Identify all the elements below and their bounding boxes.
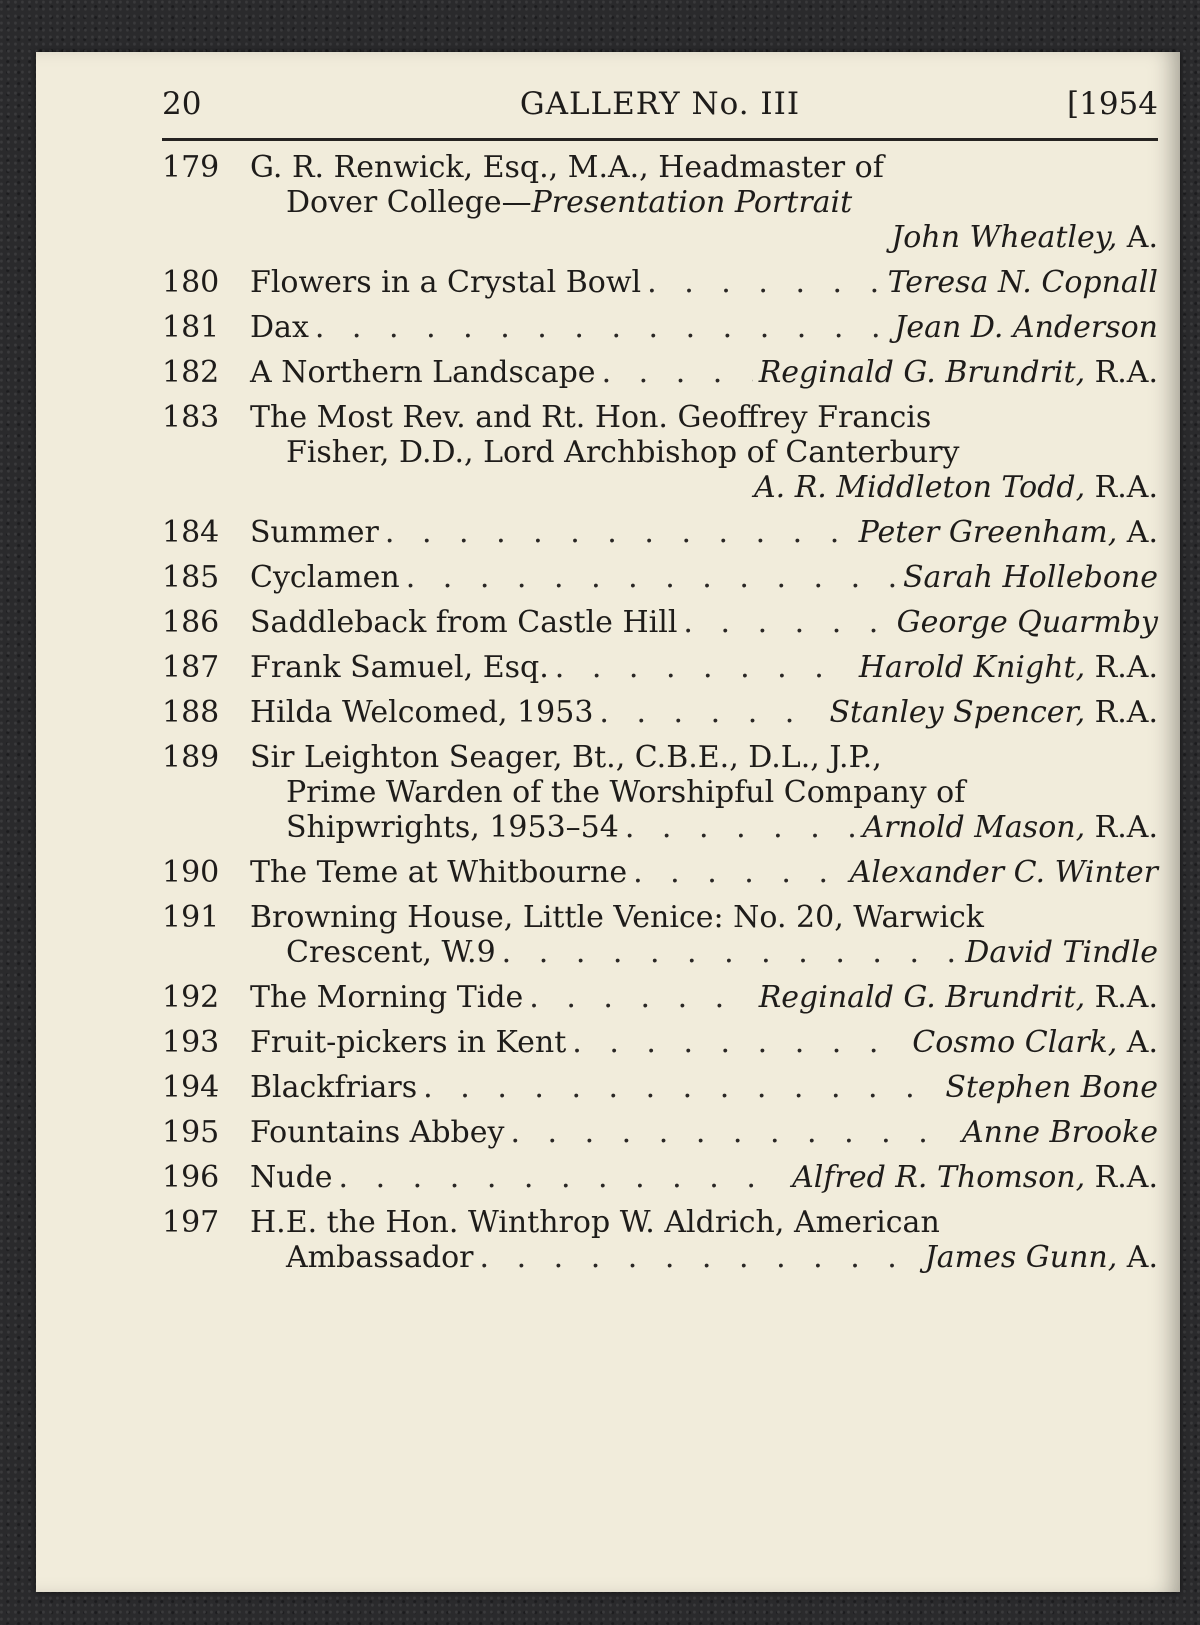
entry-number: 187 <box>162 650 220 685</box>
entry-title: The Most Rev. and Rt. Hon. Geoffrey Francis <box>250 400 932 435</box>
leader-dots <box>423 1070 939 1105</box>
leader-dots <box>339 1160 787 1195</box>
page-number: 20 <box>162 86 202 122</box>
entry-artist-honour: R.A. <box>1085 980 1158 1015</box>
entry-artist: A. R. Middleton Todd, <box>753 470 1086 505</box>
entry-title: Fisher, D.D., Lord Archbishop of Canterbury <box>286 435 960 470</box>
entry-number: 195 <box>162 1115 220 1150</box>
entry-title-line <box>250 185 1158 220</box>
page-title: GALLERY No. III <box>519 86 801 122</box>
entry-number: 182 <box>162 355 220 390</box>
catalogue-entry <box>162 515 1158 550</box>
catalogue-entry <box>162 1070 1158 1105</box>
catalogue-entry <box>162 695 1158 730</box>
catalogue-entries <box>162 150 1158 1285</box>
catalogue-entry <box>162 980 1158 1015</box>
catalogue-entry <box>162 310 1158 345</box>
entry-title-line <box>250 150 1158 185</box>
entry-title: Browning House, Little Venice: No. 20, Warwick <box>250 900 984 935</box>
catalogue-entry <box>162 400 1158 505</box>
entry-title: Crescent, W.9 <box>286 935 496 970</box>
catalogue-entry <box>162 650 1158 685</box>
entry-title: Nude <box>250 1160 333 1195</box>
catalogue-entry <box>162 1115 1158 1150</box>
entry-number: 185 <box>162 560 220 595</box>
header-rule <box>162 138 1158 141</box>
entry-number: 197 <box>162 1205 220 1240</box>
entry-artist: Teresa N. Copnall <box>887 265 1158 300</box>
entry-artist-honour: R.A. <box>1085 355 1158 390</box>
entry-artist-honour: A. <box>1117 220 1158 255</box>
entry-number: 181 <box>162 310 220 345</box>
entry-title: Blackfriars <box>250 1070 418 1105</box>
leader-dots <box>385 515 853 550</box>
entry-artist: Cosmo Clark, <box>912 1025 1118 1060</box>
entry-artist-honour: A. <box>1117 515 1158 550</box>
entry-artist: Reginald G. Brundrit, <box>758 355 1086 390</box>
catalogue-entry <box>162 265 1158 300</box>
entry-artist: John Wheatley, <box>891 220 1118 255</box>
leader-dots <box>572 1025 906 1060</box>
entry-artist: Alfred R. Thomson, <box>792 1160 1086 1195</box>
entry-title: Saddleback from Castle Hill <box>250 605 678 640</box>
entry-artist: Sarah Hollebone <box>902 560 1158 595</box>
entry-number: 191 <box>162 900 220 935</box>
entry-subtitle: Presentation Portrait <box>531 185 853 220</box>
entry-title: H.E. the Hon. Winthrop W. Aldrich, American <box>250 1205 940 1240</box>
entry-title: Cyclamen <box>250 560 400 595</box>
entry-title: Sir Leighton Seager, Bt., C.B.E., D.L., J.P., <box>250 740 882 775</box>
entry-number: 186 <box>162 605 220 640</box>
entry-number: 189 <box>162 740 220 775</box>
leader-dots <box>502 935 960 970</box>
leader-dots <box>529 980 752 1015</box>
header-year: [1954 <box>1067 86 1158 122</box>
catalogue-entry <box>162 1205 1158 1275</box>
entry-artist: Arnold Mason, <box>862 810 1086 845</box>
entry-artist-line <box>250 220 1158 255</box>
entry-artist: Stephen Bone <box>945 1070 1158 1105</box>
entry-artist-honour: R.A. <box>1085 470 1158 505</box>
entry-number: 180 <box>162 265 220 300</box>
entry-title: Frank Samuel, Esq. <box>250 650 549 685</box>
entry-title: Fruit-pickers in Kent <box>250 1025 567 1060</box>
catalogue-entry <box>162 1025 1158 1060</box>
catalogue-entry <box>162 605 1158 640</box>
entry-artist: Anne Brooke <box>961 1115 1158 1150</box>
entry-title: Fountains Abbey <box>250 1115 505 1150</box>
entry-number: 193 <box>162 1025 220 1060</box>
catalogue-entry <box>162 355 1158 390</box>
entry-title: Prime Warden of the Worshipful Company of <box>286 775 966 810</box>
entry-artist: Alexander C. Winter <box>849 855 1158 890</box>
entry-number: 194 <box>162 1070 220 1105</box>
entry-title: The Teme at Whitbourne <box>250 855 628 890</box>
entry-artist: Jean D. Anderson <box>894 310 1158 345</box>
entry-number: 188 <box>162 695 220 730</box>
catalogue-entry <box>162 560 1158 595</box>
entry-title: A Northern Landscape <box>250 355 596 390</box>
leader-dots <box>633 855 844 890</box>
leader-dots <box>599 695 823 730</box>
entry-artist-honour: A. <box>1117 1025 1158 1060</box>
entry-number: 190 <box>162 855 220 890</box>
entry-number: 183 <box>162 400 220 435</box>
entry-title: Summer <box>250 515 379 550</box>
catalogue-entry <box>162 1160 1158 1195</box>
entry-artist: George Quarmby <box>896 605 1158 640</box>
entry-title: The Morning Tide <box>250 980 524 1015</box>
entry-artist: James Gunn, <box>924 1240 1118 1275</box>
entry-artist-honour: R.A. <box>1085 695 1158 730</box>
leader-dots <box>602 355 753 390</box>
catalogue-entry <box>162 150 1158 255</box>
entry-title: G. R. Renwick, Esq., M.A., Headmaster of <box>250 150 884 185</box>
entry-artist-honour: R.A. <box>1085 810 1158 845</box>
leader-dots <box>480 1240 919 1275</box>
entry-title: Dover College— <box>286 185 532 220</box>
leader-dots <box>555 650 853 685</box>
leader-dots <box>315 310 888 345</box>
entry-title: Hilda Welcomed, 1953 <box>250 695 594 730</box>
leader-dots <box>647 265 881 300</box>
entry-artist: Reginald G. Brundrit, <box>758 980 1086 1015</box>
entry-artist-honour: A. <box>1117 1240 1158 1275</box>
catalogue-entry <box>162 740 1158 845</box>
entry-number: 179 <box>162 150 220 185</box>
entry-artist: Stanley Spencer, <box>829 695 1086 730</box>
entry-artist: Peter Greenham, <box>858 515 1118 550</box>
entry-artist: David Tindle <box>965 935 1158 970</box>
entry-title: Ambassador <box>286 1240 474 1275</box>
entry-artist-honour: R.A. <box>1085 650 1158 685</box>
leader-dots <box>683 605 890 640</box>
entry-number: 184 <box>162 515 220 550</box>
entry-title: Shipwrights, 1953–54 <box>286 810 619 845</box>
entry-title: Flowers in a Crystal Bowl <box>250 265 642 300</box>
leader-dots <box>510 1115 956 1150</box>
entry-title: Dax <box>250 310 309 345</box>
catalogue-entry <box>162 855 1158 890</box>
catalogue-entry <box>162 900 1158 970</box>
leader-dots <box>625 810 857 845</box>
entry-artist-honour: R.A. <box>1085 1160 1158 1195</box>
entry-number: 192 <box>162 980 220 1015</box>
entry-number: 196 <box>162 1160 220 1195</box>
entry-artist: Harold Knight, <box>858 650 1086 685</box>
leader-dots <box>406 560 897 595</box>
page-header <box>162 86 1158 136</box>
